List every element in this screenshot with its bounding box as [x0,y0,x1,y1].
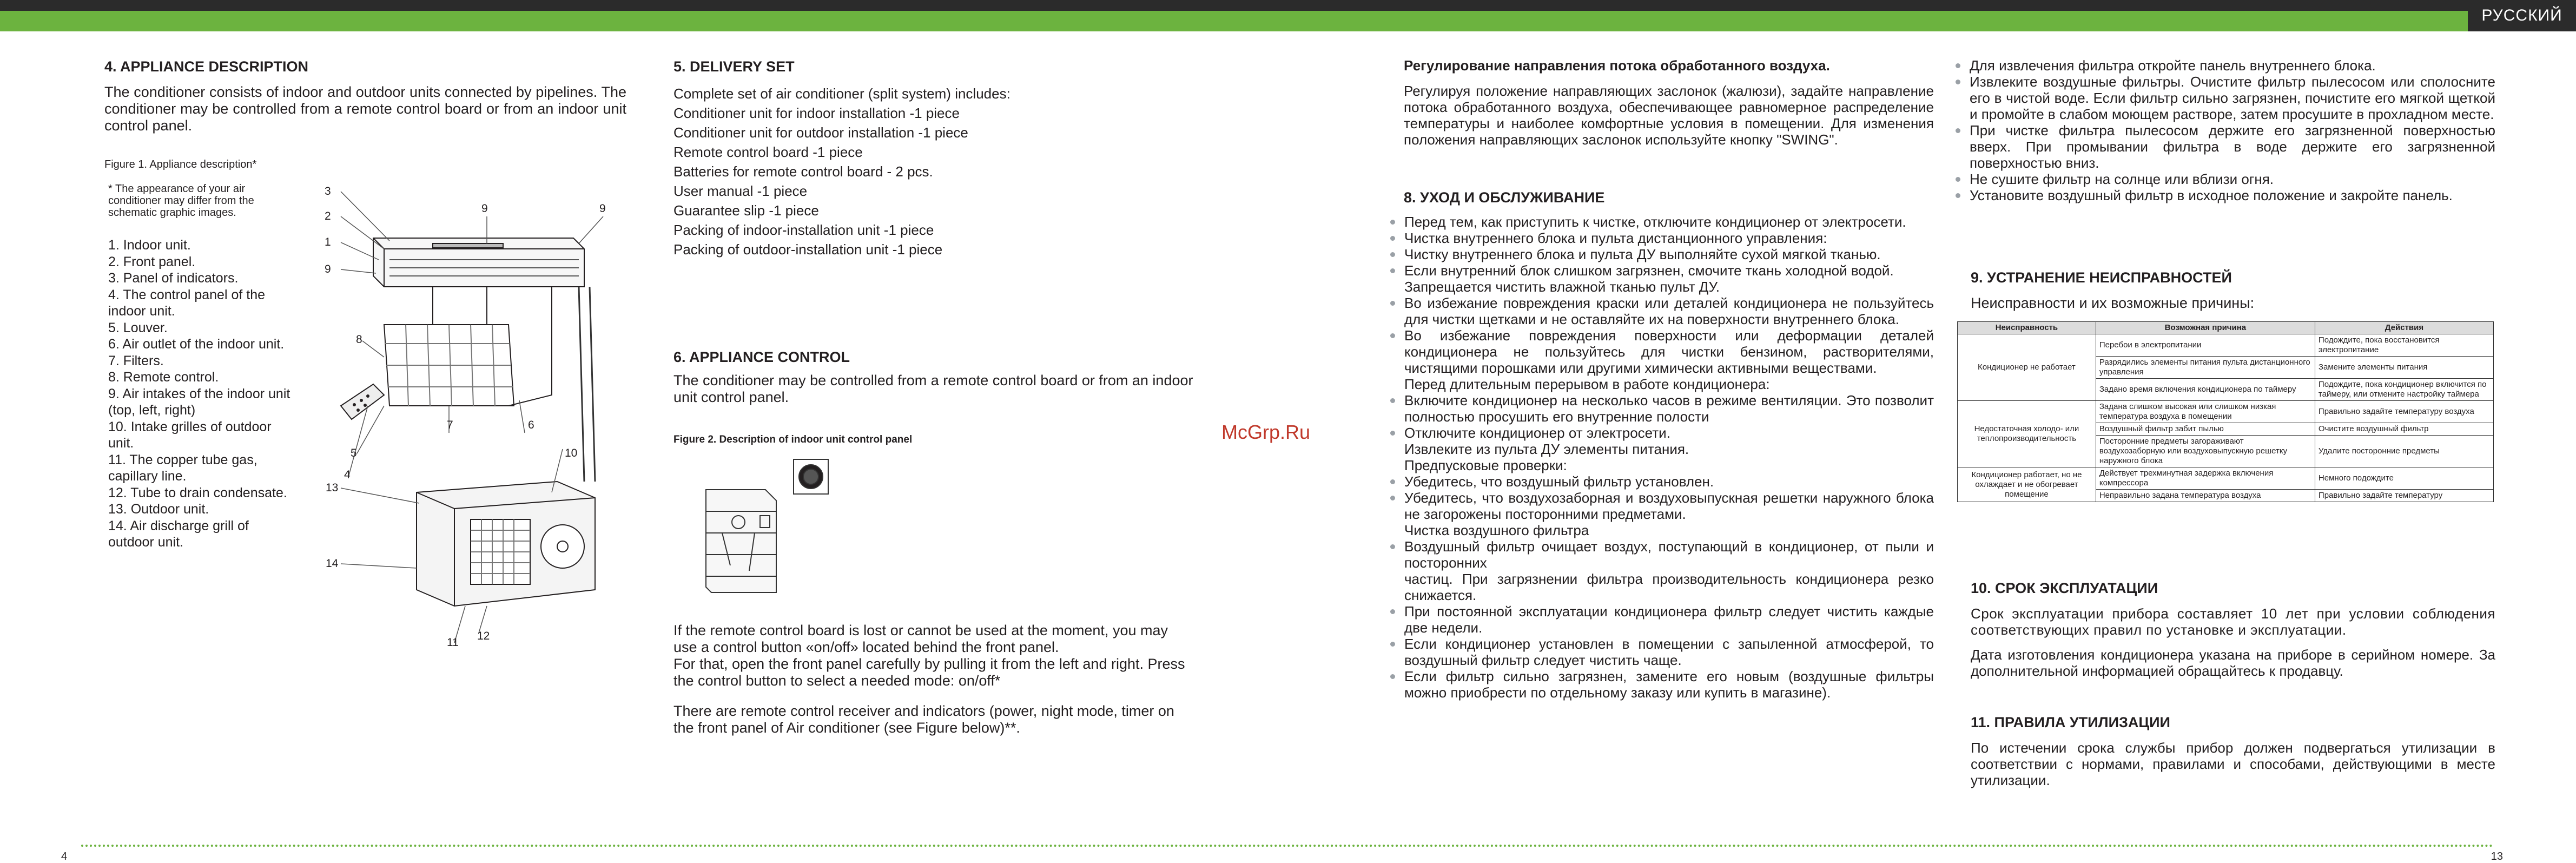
part-item: 10. Intake grilles of outdoor unit. [108,419,272,451]
action-cell: Подождите, пока кондиционер включится по таймеру, или отмените настройку таймера [2315,379,2493,401]
delivery-item: User manual -1 piece [673,183,808,199]
bullet-item: Извлеките воздушные фильтры. Очистите фильтр пылесосом или сполосните его в чистой воде. Если фильтр сильно загрязнен, почистите его мягкой щеткой и промойте в слабом моющем растворе, затем просушите в прохладном месте. [1954,74,2495,122]
bullet-item: Для извлечения фильтра откройте панель внутреннего блока. [1954,57,2495,74]
part-item: 12. Tube to drain condensate. [108,485,287,500]
action-cell: Подождите, пока восстановится электропитание [2315,334,2493,357]
disposal-body: По истечении срока службы прибор должен подвергаться утилизации в соответствии с нормами, правилами и способами, действующими в месте утилизации. [1971,740,2495,788]
delivery-item: Conditioner unit for indoor installation -1 piece [673,105,960,121]
section-title: 9. УСТРАНЕНИЕ НЕИСПРАВНОСТЕЙ [1971,269,2232,286]
bullet-item: Не сушите фильтр на солнце или вблизи огня. [1954,171,2495,187]
callout-number: 2 [325,210,331,222]
appliance-control-section [673,349,1204,406]
cause-cell: Неправильно задана температура воздуха [2096,490,2315,502]
callout-number: 9 [599,202,606,215]
bullet-item: Установите воздушный фильтр в исходное положение и закройте панель. [1954,187,2495,203]
control-paragraph-2: For that, open the front panel carefully by pulling it from the left and right. Press the control button to select a needed mode: on/off* [673,656,1185,689]
bullet-item: Во избежание повреждения поверхности или деформации деталей кондиционера не пользуйтесь для чистки бензином, растворителями, чистящими порошками или другими химически активными веществами. [1389,327,1934,376]
delivery-item: Packing of outdoor-installation unit -1 piece [673,241,943,258]
delivery-item: Complete set of air conditioner (split system) includes: [673,85,1010,102]
cause-cell: Посторонние предметы загораживают воздухозаборную или воздуховыпускную решетку наружного блока [2096,436,2315,467]
disposal-section [1971,714,2495,788]
delivery-item: Guarantee slip -1 piece [673,202,819,219]
callout-number: 1 [325,236,331,248]
text-line: Чистка воздушного фильтра [1404,522,1589,538]
part-item: 3. Panel of indicators. [108,271,239,286]
callout-number: 10 [565,447,578,459]
table-row [1958,334,2494,357]
appliance-diagram [325,179,633,655]
table-header: Неисправность [1958,322,2096,334]
table-row [1958,401,2494,423]
part-item: 6. Air outlet of the indoor unit. [108,337,285,352]
delivery-set-section [673,58,1204,259]
bullet-item: При постоянной эксплуатации кондиционера фильтр следует чистить каждые две недели. [1389,603,1934,636]
bullet-item: Чистку внутреннего блока и пульта ДУ выполняйте сухой мягкой тканью. [1389,246,1934,262]
lifetime-paragraph-1: Срок эксплуатации прибора составляет 10 лет при условии соблюдения соответствующих правил по установке и эксплуатации. [1971,605,2495,638]
fault-cell: Кондиционер не работает [1958,334,2096,401]
appearance-note: * The appearance of your air conditioner may differ from the schematic graphic images. [108,183,254,219]
troubleshooting-subtitle: Неисправности и их возможные причины: [1971,295,2255,311]
part-item: 5. Louver. [108,320,168,335]
action-cell: Замените элементы питания [2315,357,2493,379]
section-body: The conditioner may be controlled from a remote control board or from an indoor unit control panel. [673,372,1193,405]
bullet-item: Чистка внутреннего блока и пульта дистанционного управления: [1389,230,1934,246]
section-title: 6. APPLIANCE CONTROL [673,349,850,365]
control-paragraph-3: There are remote control receiver and indicators (power, night mode, timer on the front panel of Air conditioner (see Figure below)**. [673,703,1174,736]
callout-number: 6 [528,419,534,431]
text-line: Перед длительным перерывом в работе кондиционера: [1404,376,1770,392]
bullet-item: При чистке фильтра пылесосом держите его загрязненной поверхностью вверх. При промывании фильтра в воде держите его загрязненной поверхностью вниз. [1954,122,2495,171]
fault-cell: Недостаточная холодо- или теплопроизводительность [1958,401,2096,467]
filter-list [1954,57,2495,203]
table-row [1958,467,2494,490]
figure-2-caption: Figure 2. Description of indoor unit control panel [673,434,913,445]
bullet-item: Убедитесь, что воздушный фильтр установлен. [1389,473,1934,490]
bullet-item: Отключите кондиционер от электросети. [1389,425,1934,441]
bullet-item: Если кондиционер установлен в помещении с запыленной атмосферой, то воздушный фильтр следует чистить чаще. [1389,636,1934,668]
action-cell: Удалите посторонние предметы [2315,436,2493,467]
airflow-section [1404,57,1934,148]
callout-number: 3 [325,185,331,197]
delivery-item: Batteries for remote control board - 2 pcs. [673,163,933,180]
figure-1-caption: Figure 1. Appliance description* [104,159,257,170]
section-body: The conditioner consists of indoor and outdoor units connected by pipelines. The conditioner may be controlled from a remote control board or from an indoor unit control panel. [104,84,626,134]
table-header: Действия [2315,322,2493,334]
callout-number: 9 [325,263,331,275]
control-panel-diagram [701,457,841,598]
cause-cell: Воздушный фильтр забит пылью [2096,423,2315,436]
filter-section [1954,57,2495,203]
care-section [1389,189,1934,701]
cause-cell: Действует трехминутная задержка включения компрессора [2096,467,2315,490]
bullet-item: Если фильтр сильно загрязнен, замените его новым (воздушные фильтры можно приобрести по отдельному заказу или купить в магазине). [1389,668,1934,701]
table-header: Возможная причина [2096,322,2315,334]
delivery-list [673,84,1204,259]
bullet-item: Во избежание повреждения краски или деталей кондиционера не пользуйтесь для чистки щетками и не оставляйте их на поверхности внутреннего блока. [1389,295,1934,327]
delivery-item: Packing of indoor-installation unit -1 piece [673,222,934,238]
callout-number: 11 [447,636,459,649]
callout-number: 4 [344,469,351,481]
airflow-title: Регулирование направления потока обработанного воздуха. [1404,57,1830,74]
action-cell: Немного подождите [2315,467,2493,490]
top-green-bar [0,11,2576,31]
part-item: 8. Remote control. [108,370,219,385]
watermark: McGrp.Ru [1221,421,1311,443]
lifetime-paragraph-2: Дата изготовления кондиционера указана на приборе в серийном номере. За дополнительной информацией обращайтесь к продавцу. [1971,647,2495,679]
part-item: 14. Air discharge grill of outdoor unit. [108,518,249,550]
cause-cell: Задана слишком высокая или слишком низкая температура воздуха в помещении [2096,401,2315,423]
appliance-description-section [104,58,626,134]
cause-cell: Перебои в электропитании [2096,334,2315,357]
part-item: 9. Air intakes of the indoor unit (top, left, right) [108,386,290,418]
part-item: 11. The copper tube gas, capillary line. [108,452,257,484]
callout-number: 8 [356,333,362,346]
text-line: Предпусковые проверки: [1404,457,1567,473]
callout-number: 9 [481,202,488,215]
control-paragraph-1: If the remote control board is lost or cannot be used at the moment, you may use a control button «on/off» located behind the front panel. [673,622,1168,655]
control-text [673,622,1193,736]
troubleshooting-table [1957,321,2494,502]
text-line: частиц. При загрязнении фильтра производительность кондиционера резко снижается. [1404,571,1934,603]
action-cell: Правильно задайте температуру воздуха [2315,401,2493,423]
parts-list [108,237,298,551]
action-cell: Правильно задайте температуру [2315,490,2493,502]
cause-cell: Задано время включения кондиционера по таймеру [2096,379,2315,401]
top-dark-bar [0,0,2576,11]
troubleshooting-section [1971,269,2495,311]
delivery-item: Conditioner unit for outdoor installation -1 piece [673,124,968,141]
bullet-item: Воздушный фильтр очищает воздух, поступающий в кондиционер, от пыли и посторонних [1389,538,1934,571]
lifetime-section [1971,580,2495,679]
bullet-item: Включите кондиционер на несколько часов в режиме вентиляции. Это позволит полностью просушить его внутренние полости [1389,392,1934,425]
page-number-left: 4 [61,851,68,862]
callout-number: 7 [447,419,453,431]
section-title: 5. DELIVERY SET [673,58,795,75]
cause-cell: Разрядились элементы питания пульта дистанционного управления [2096,357,2315,379]
callout-number: 5 [351,447,357,459]
callout-number: 12 [477,630,490,642]
part-item: 13. Outdoor unit. [108,502,209,517]
part-item: 4. The control panel of the indoor unit. [108,287,266,319]
text-line: Извлеките из пульта ДУ элементы питания. [1404,441,1689,457]
part-item: 1. Indoor unit. [108,238,191,253]
section-title: 4. APPLIANCE DESCRIPTION [104,58,309,75]
callout-number: 13 [326,482,339,494]
bullet-item: Убедитесь, что воздухозаборная и воздуховыпускная решетки наружного блока не загорожены посторонними предметами. [1389,490,1934,522]
action-cell: Очистите воздушный фильтр [2315,423,2493,436]
part-item: 2. Front panel. [108,254,196,269]
footer-dotted-line [81,845,2495,847]
fault-cell: Кондиционер работает, но не охлаждает и не обогревает помещение [1958,467,2096,502]
bullet-item: Перед тем, как приступить к чистке, отключите кондиционер от электросети. [1389,214,1934,230]
care-list [1389,214,1934,701]
text-line: Запрещается чистить влажной тканью пульт ДУ. [1404,279,1720,295]
part-item: 7. Filters. [108,353,164,368]
delivery-item: Remote control board -1 piece [673,144,863,160]
airflow-body: Регулируя положение направляющих заслонок (жалюзи), задайте направление потока обработанного воздуха, обеспечивающее равномерное распределение температуры и наиболее комфортные условия в помещении. Для изменения положения направляющих заслонок используйте кнопку "SWING". [1404,83,1934,148]
bullet-item: Если внутренний блок слишком загрязнен, смочите ткань холодной водой. [1389,262,1934,279]
section-title: 11. ПРАВИЛА УТИЛИЗАЦИИ [1971,714,2170,730]
callout-number: 14 [326,557,339,570]
page-number-right: 13 [2491,851,2503,862]
language-label: РУССКИЙ [2468,0,2576,31]
section-title: 10. СРОК ЭКСПЛУАТАЦИИ [1971,580,2158,596]
section-title: 8. УХОД И ОБСЛУЖИВАНИЕ [1404,189,1605,206]
